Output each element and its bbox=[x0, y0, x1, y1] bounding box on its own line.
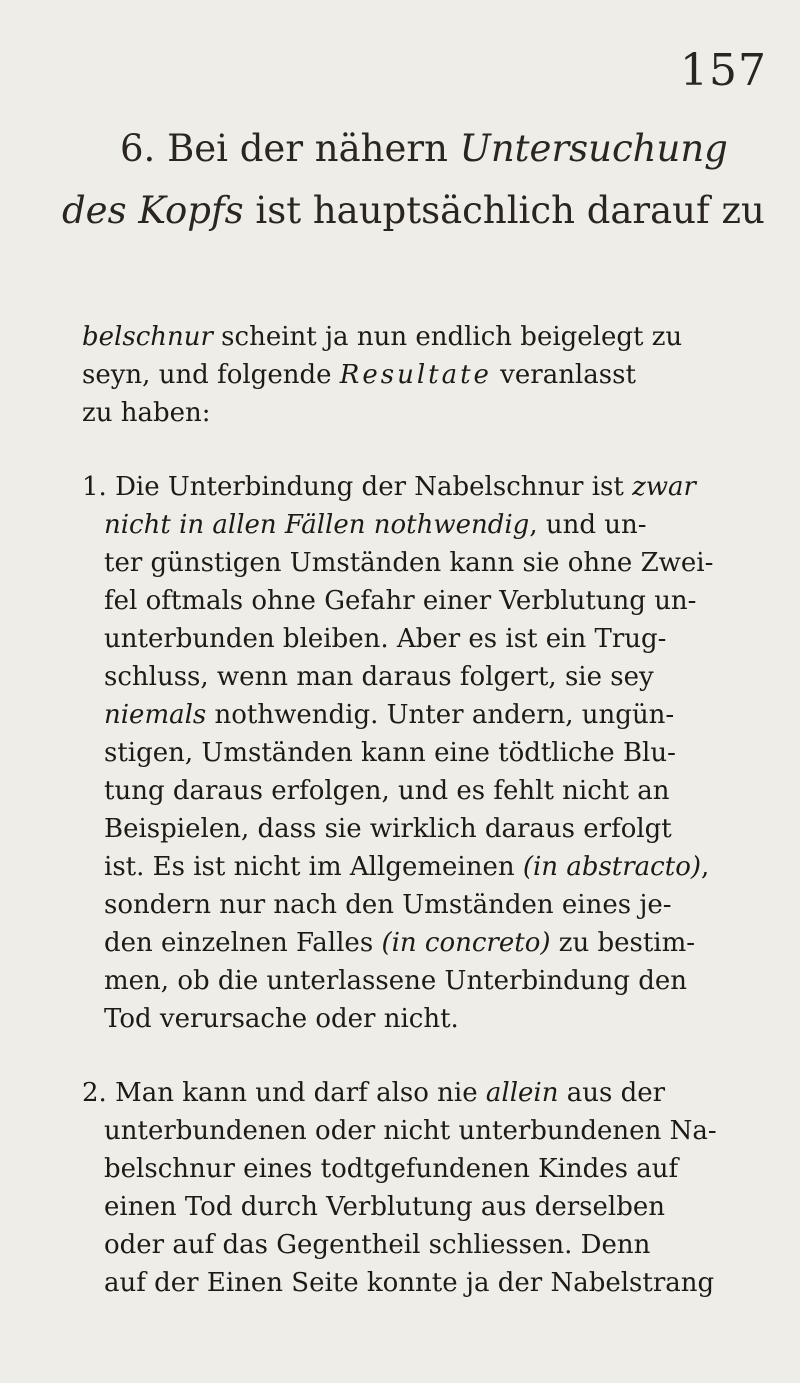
para1-text: , bbox=[700, 852, 710, 882]
page-number: 157 bbox=[680, 45, 767, 96]
para1-italic: niemals bbox=[104, 700, 207, 730]
heading-italic-2: des Kopfs bbox=[62, 189, 244, 232]
para1-line: unterbunden bleiben. Aber es ist ein Trug- bbox=[104, 624, 667, 654]
para1-text: zu bestim- bbox=[550, 928, 696, 958]
paragraph-gap bbox=[82, 1038, 742, 1074]
para1-line bbox=[82, 696, 742, 734]
intro-text: seyn, und folgende bbox=[82, 360, 340, 390]
para1-line: schluss, wenn man daraus folgert, sie sey bbox=[104, 662, 654, 692]
para1-line: fel oftmals ohne Gefahr einer Verblutung un- bbox=[104, 586, 697, 616]
para1-italic: nicht in allen Fällen nothwendig bbox=[104, 510, 530, 540]
para1-line: Tod verursache oder nicht. bbox=[104, 1004, 459, 1034]
para2-line: oder auf das Gegentheil schliessen. Denn bbox=[104, 1230, 651, 1260]
para1-text: 1. Die Unterbindung der Nabelschnur ist bbox=[82, 472, 633, 502]
heading-line-1 bbox=[62, 118, 752, 180]
heading-text-2: ist hauptsächlich darauf zu bbox=[243, 189, 765, 232]
para2-italic: allein bbox=[485, 1078, 559, 1108]
heading-text: 6. Bei der nähern bbox=[120, 127, 460, 170]
para1-line: stigen, Umständen kann eine tödtliche Blu- bbox=[104, 738, 676, 768]
para1-italic: zwar bbox=[632, 472, 696, 502]
para1-line: men, ob die unterlassene Unterbindung den bbox=[104, 966, 687, 996]
intro-text: scheint ja nun endlich beigelegt zu bbox=[212, 322, 683, 352]
intro-line: zu haben: bbox=[82, 398, 211, 428]
para1-line bbox=[82, 924, 742, 962]
para1-line: ter günstigen Umständen kann sie ohne Zwei- bbox=[104, 548, 714, 578]
para1-line: Beispielen, dass sie wirklich daraus erfolgt bbox=[104, 814, 672, 844]
para2-line: belschnur eines todtgefundenen Kindes auf bbox=[104, 1154, 679, 1184]
intro-spaced-word: Resultate bbox=[339, 360, 492, 390]
heading-line-2 bbox=[62, 180, 765, 242]
para1-text: den einzelnen Falles bbox=[104, 928, 382, 958]
para2-line: auf der Einen Seite konnte ja der Nabelstrang bbox=[104, 1268, 715, 1298]
para1-text: nothwendig. Unter andern, ungün- bbox=[206, 700, 675, 730]
paragraph-gap bbox=[82, 432, 742, 468]
para1-text: ist. Es ist nicht im Allgemeinen bbox=[104, 852, 523, 882]
para1-italic: (in abstracto) bbox=[522, 852, 701, 882]
para1-line bbox=[82, 468, 742, 506]
para1-line: tung daraus erfolgen, und es fehlt nicht an bbox=[104, 776, 670, 806]
section-heading bbox=[62, 118, 765, 242]
para2-text: 2. Man kann und darf also nie bbox=[82, 1078, 486, 1108]
para1-line bbox=[82, 506, 742, 544]
intro-italic: belschnur bbox=[82, 322, 213, 352]
para1-italic: (in concreto) bbox=[381, 928, 551, 958]
para1-line bbox=[82, 848, 742, 886]
para2-line: unterbundenen oder nicht unterbundenen Na- bbox=[104, 1116, 717, 1146]
heading-italic: Untersuchung bbox=[459, 127, 728, 170]
para2-line bbox=[82, 1074, 742, 1112]
intro-line bbox=[82, 356, 742, 394]
body-text bbox=[82, 318, 742, 1302]
para2-text: aus der bbox=[558, 1078, 666, 1108]
intro-text: veranlasst bbox=[491, 360, 636, 390]
para1-text: , und un- bbox=[529, 510, 647, 540]
para2-line: einen Tod durch Verblutung aus derselben bbox=[104, 1192, 666, 1222]
para1-line: sondern nur nach den Umständen eines je- bbox=[104, 890, 672, 920]
intro-line bbox=[82, 318, 742, 356]
